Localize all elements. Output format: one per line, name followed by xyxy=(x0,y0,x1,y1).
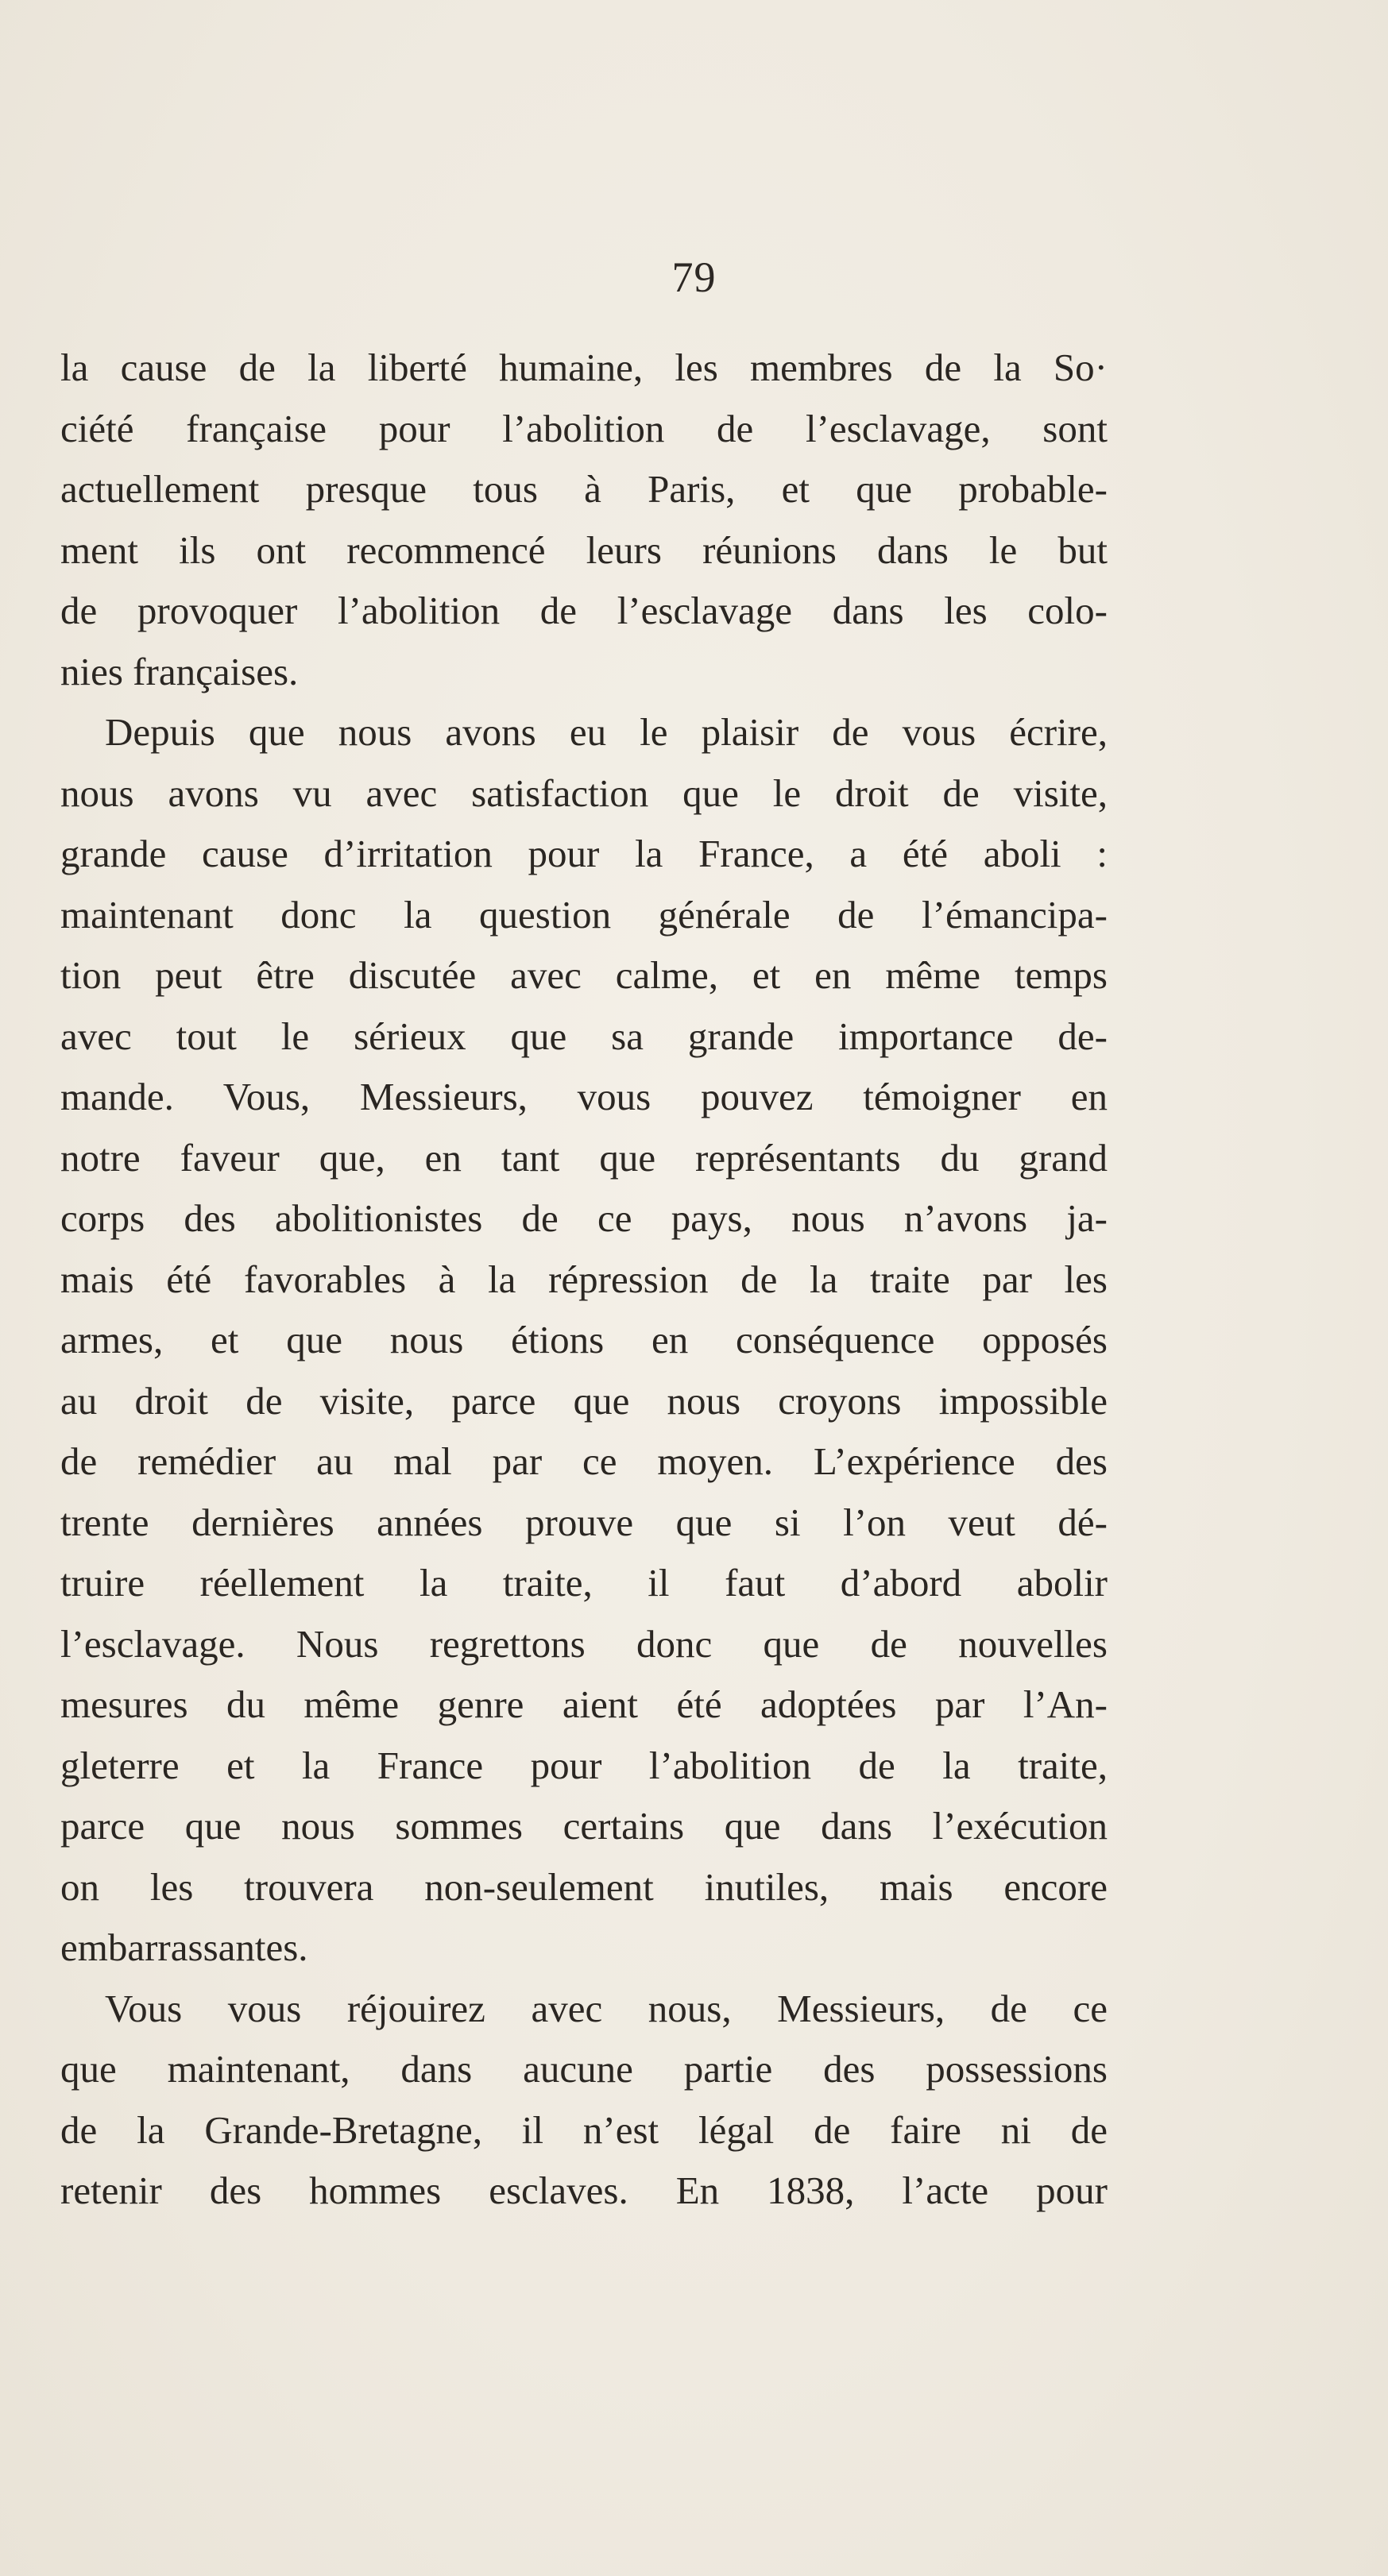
text-line: mais été favorables à la répression de la traite par les xyxy=(60,1257,1108,1301)
text-line: Vous vous réjouirez avec nous, Messieurs, de ce xyxy=(105,1986,1108,2030)
text-line: embarrassantes. xyxy=(60,1925,308,1969)
text-line: de provoquer l’abolition de l’esclavage dans les colo- xyxy=(60,589,1108,632)
text-line: Depuis que nous avons eu le plaisir de vous écrire, xyxy=(105,710,1108,754)
text-line: retenir des hommes esclaves. En 1838, l’acte pour xyxy=(60,2169,1108,2212)
text-line: mesures du même genre aient été adoptées par l’An- xyxy=(60,1682,1108,1726)
text-line: nies françaises. xyxy=(60,649,299,693)
text-line: gleterre et la France pour l’abolition de la traite, xyxy=(60,1743,1108,1787)
page-number: 79 xyxy=(671,253,717,301)
text-line: notre faveur que, en tant que représentants du grand xyxy=(60,1135,1108,1180)
text-line: avec tout le sérieux que sa grande importance de- xyxy=(60,1014,1108,1058)
text-line: nous avons vu avec satisfaction que le droit de visite, xyxy=(60,770,1108,815)
text-line: mande. Vous, Messieurs, vous pouvez témoigner en xyxy=(60,1075,1108,1118)
text-line: au droit de visite, parce que nous croyons impossible xyxy=(60,1378,1108,1423)
text-line: parce que nous sommes certains que dans l’exécution xyxy=(60,1804,1108,1848)
text-line: maintenant donc la question générale de l’émancipa- xyxy=(60,892,1108,937)
text-line: on les trouvera non-seulement inutiles, mais encore xyxy=(60,1864,1108,1909)
text-line: corps des abolitionistes de ce pays, nous n’avons ja- xyxy=(60,1196,1108,1240)
text-line: que maintenant, dans aucune partie des possessions xyxy=(60,2047,1108,2091)
text-line: ciété française pour l’abolition de l’esclavage, sont xyxy=(60,406,1108,450)
text-line: l’esclavage. Nous regrettons donc que de nouvelles xyxy=(60,1621,1108,1666)
text-line: la cause de la liberté humaine, les membres de la So· xyxy=(60,346,1108,389)
text-line: de la Grande-Bretagne, il n’est légal de faire ni de xyxy=(60,2107,1108,2152)
text-line: ment ils ont recommencé leurs réunions dans le but xyxy=(60,527,1108,572)
text-line: de remédier au mal par ce moyen. L’expérience des xyxy=(60,1439,1108,1483)
text-line: truire réellement la traite, il faut d’abord abolir xyxy=(60,1561,1108,1605)
text-line: trente dernières années prouve que si l’on veut dé- xyxy=(60,1500,1108,1544)
text-line: tion peut être discutée avec calme, et en même temps xyxy=(60,953,1108,997)
body-text xyxy=(60,338,1108,2222)
text-line: grande cause d’irritation pour la France, a été aboli : xyxy=(60,832,1108,875)
text-line: actuellement presque tous à Paris, et que probable- xyxy=(60,467,1108,511)
text-line: armes, et que nous étions en conséquence opposés xyxy=(60,1318,1108,1361)
